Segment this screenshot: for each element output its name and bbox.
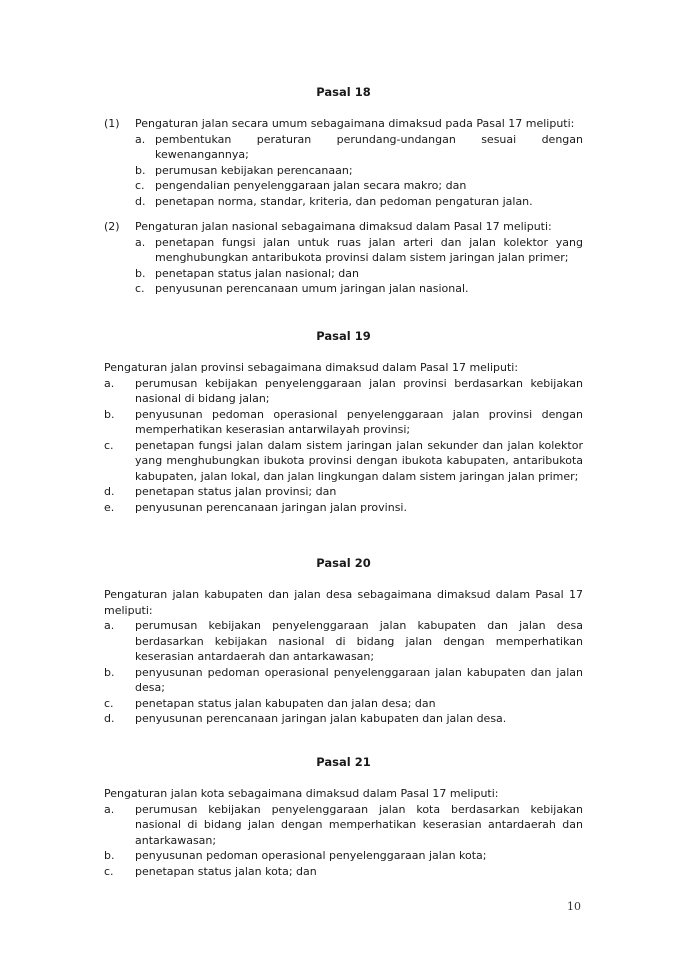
pasal-intro: Pengaturan jalan provinsi sebagaimana dimaksud dalam Pasal 17 meliputi: bbox=[104, 361, 519, 374]
pasal-18-ayat-2 bbox=[104, 219, 583, 297]
list-item: d. penetapan status jalan provinsi; dan bbox=[104, 485, 337, 498]
pasal-20-heading: Pasal 20 bbox=[316, 556, 371, 570]
pasal-21-heading: Pasal 21 bbox=[316, 755, 371, 769]
pasal-21-body bbox=[104, 786, 583, 879]
list-item: b. penyusunan pedoman operasional penyelenggaraan jalan provinsi dengan memperhatikan keserasian antarwilayah provinsi; bbox=[104, 407, 583, 436]
pasal-19-heading: Pasal 19 bbox=[316, 329, 371, 343]
list-item: c. penyusunan perencanaan umum jaringan jalan nasional. bbox=[135, 282, 469, 295]
list-item: d. penyusunan perencanaan jaringan jalan kabupaten dan jalan desa. bbox=[104, 712, 507, 725]
list-item: a. perumusan kebijakan penyelenggaraan jalan kota berdasarkan kebijakan nasional di bidang jalan dengan memperhatikan keserasian antardaerah dan antarkawasan; bbox=[104, 802, 583, 847]
list-item: c. pengendalian penyelenggaraan jalan secara makro; dan bbox=[135, 179, 467, 192]
list-item: d. penetapan norma, standar, kriteria, dan pedoman pengaturan jalan. bbox=[135, 194, 533, 208]
list-item: b. penyusunan pedoman operasional penyelenggaraan jalan kota; bbox=[104, 849, 487, 862]
list-item: a. perumusan kebijakan penyelenggaraan jalan kabupaten dan jalan desa berdasarkan kebijakan nasional di bidang jalan dengan memperhatikan keserasian antardaerah dan antarkawasan; bbox=[104, 619, 583, 663]
list-item: e. penyusunan perencanaan jaringan jalan provinsi. bbox=[104, 500, 407, 514]
list-item: c. penetapan status jalan kota; dan bbox=[104, 864, 317, 878]
pasal-intro: Pengaturan jalan kabupaten dan jalan desa sebagaimana dimaksud dalam Pasal 17 meliputi: bbox=[104, 588, 583, 617]
pasal-18-heading: Pasal 18 bbox=[316, 85, 371, 99]
list-item: a. pembentukan peraturan perundang-undangan sesuai dengan kewenangannya; bbox=[135, 132, 583, 161]
list-item: b. perumusan kebijakan perencanaan; bbox=[135, 163, 353, 177]
pasal-20-body bbox=[104, 587, 583, 727]
list-item: a. perumusan kebijakan penyelenggaraan jalan provinsi berdasarkan kebijakan nasional di bidang jalan; bbox=[104, 376, 583, 405]
list-item: a. penetapan fungsi jalan untuk ruas jalan arteri dan jalan kolektor yang menghubungkan antaribukota provinsi dalam sistem jaringan jalan primer; bbox=[135, 235, 583, 264]
pasal-18-ayat-1 bbox=[104, 116, 583, 209]
ayat-intro: Pengaturan jalan secara umum sebagaimana dimaksud pada Pasal 17 meliputi: bbox=[135, 117, 575, 130]
ayat-intro: Pengaturan jalan nasional sebagaimana dimaksud dalam Pasal 17 meliputi: bbox=[135, 220, 552, 233]
pasal-intro: Pengaturan jalan kota sebagaimana dimaksud dalam Pasal 17 meliputi: bbox=[104, 787, 499, 800]
list-item: c. penetapan status jalan kabupaten dan jalan desa; dan bbox=[104, 696, 436, 710]
ayat-number: (2) bbox=[104, 220, 120, 233]
list-item: b. penetapan status jalan nasional; dan bbox=[135, 266, 359, 280]
list-item: c. penetapan fungsi jalan dalam sistem jaringan jalan sekunder dan jalan kolektor yang menghubungkan ibukota provinsi dengan ibukota kabupaten, antaribukota kabupaten, jalan lokal, dan jalan lingkungan dalam sistem jaringan jalan primer; bbox=[104, 438, 583, 483]
page-number: 10 bbox=[567, 900, 581, 913]
pasal-19-body bbox=[104, 360, 583, 515]
ayat-number: (1) bbox=[104, 117, 120, 130]
list-item: b. penyusunan pedoman operasional penyelenggaraan jalan kabupaten dan jalan desa; bbox=[104, 665, 583, 694]
